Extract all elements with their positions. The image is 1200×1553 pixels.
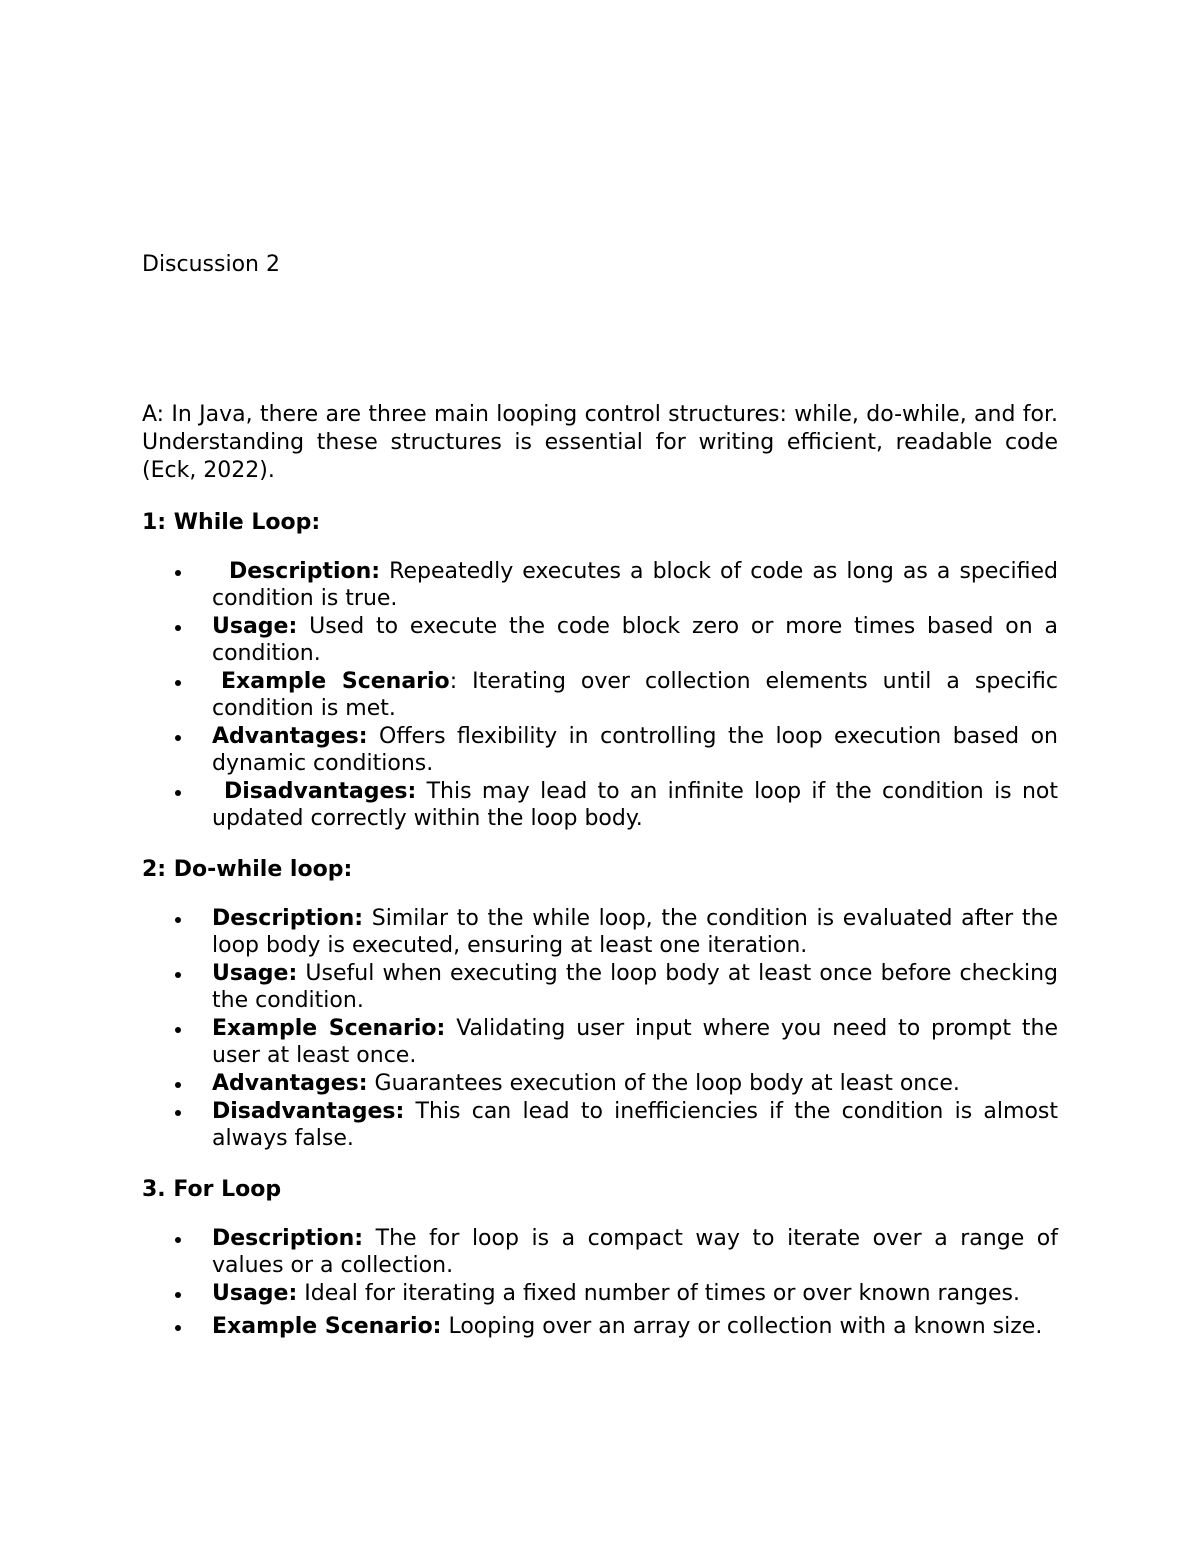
document-body [142, 401, 1058, 1341]
item-text: Similar to the while loop, the condition is evaluated after the loop body is executed, ensuring at least one iteration. [212, 906, 1058, 958]
bullet-icon [175, 1292, 181, 1298]
bullet-icon [175, 1082, 181, 1088]
list-item [142, 778, 1058, 832]
section-heading: 2: Do-while loop: [142, 857, 353, 882]
bullet-icon [175, 1325, 181, 1331]
item-term: Description: [212, 906, 364, 931]
item-text: Useful when executing the loop body at least once before checking the condition. [212, 961, 1058, 1013]
bullet-icon [175, 1237, 181, 1243]
item-text: Guarantees execution of the loop body at least once. [367, 1071, 960, 1096]
bullet-icon [175, 917, 181, 923]
item-term: Example Scenario: [212, 1314, 442, 1339]
list-item [142, 1098, 1058, 1152]
item-term: Usage: [212, 961, 298, 986]
list-item [142, 668, 1058, 722]
list-item [142, 613, 1058, 667]
item-text: The for loop is a compact way to iterate over a range of values or a collection. [212, 1226, 1058, 1278]
item-term: Example Scenario [221, 669, 450, 694]
item-text: Validating user input where you need to prompt the user at least once. [212, 1016, 1058, 1068]
section-for-loop [142, 1176, 1058, 1340]
item-term: Usage: [212, 614, 298, 639]
bullet-icon [175, 570, 181, 576]
list-item [142, 1313, 1058, 1340]
bullet-list [142, 558, 1058, 832]
item-term: Advantages: [212, 1071, 368, 1096]
bullet-list [142, 1225, 1058, 1340]
bullet-icon [175, 972, 181, 978]
section-while-loop [142, 509, 1058, 832]
section-do-while-loop [142, 856, 1058, 1152]
item-term: Advantages: [212, 724, 368, 749]
item-text: Used to execute the code block zero or more times based on a condition. [212, 614, 1058, 666]
bullet-icon [175, 790, 181, 796]
item-term: Example Scenario: [212, 1016, 446, 1041]
section-heading: 3. For Loop [142, 1177, 282, 1202]
bullet-icon [175, 735, 181, 741]
item-text: This may lead to an infinite loop if the condition is not updated correctly within the loop body. [212, 779, 1058, 831]
item-text: This can lead to inefficiencies if the condition is almost always false. [212, 1099, 1058, 1151]
item-term: Disadvantages: [212, 1099, 405, 1124]
list-item [142, 723, 1058, 777]
list-item [142, 1225, 1058, 1279]
item-term: Description: [229, 559, 381, 584]
list-item [142, 960, 1058, 1014]
list-item [142, 905, 1058, 959]
list-item [142, 1280, 1058, 1307]
item-text: Offers flexibility in controlling the loop execution based on dynamic conditions. [212, 724, 1058, 776]
list-item [142, 1015, 1058, 1069]
item-term: Disadvantages: [224, 779, 417, 804]
bullet-icon [175, 1027, 181, 1033]
bullet-icon [175, 625, 181, 631]
item-text: Repeatedly executes a block of code as long as a specified condition is true. [212, 559, 1058, 611]
section-heading: 1: While Loop: [142, 510, 321, 535]
item-text: Ideal for iterating a fixed number of times or over known ranges. [297, 1281, 1020, 1306]
bullet-icon [175, 1110, 181, 1116]
list-item [142, 1070, 1058, 1097]
item-text: : Iterating over collection elements until a specific condition is met. [212, 669, 1058, 721]
list-item [142, 558, 1058, 612]
item-term: Description: [212, 1226, 364, 1251]
bullet-list [142, 905, 1058, 1152]
item-text: Looping over an array or collection with a known size. [441, 1314, 1043, 1339]
intro-paragraph: A: In Java, there are three main looping control structures: while, do-while, and for. Understanding these structures is essential for writing efficient, readable code (Eck, 2022). [142, 402, 1058, 483]
item-term: Usage: [212, 1281, 298, 1306]
document-title: Discussion 2 [142, 252, 280, 277]
bullet-icon [175, 680, 181, 686]
